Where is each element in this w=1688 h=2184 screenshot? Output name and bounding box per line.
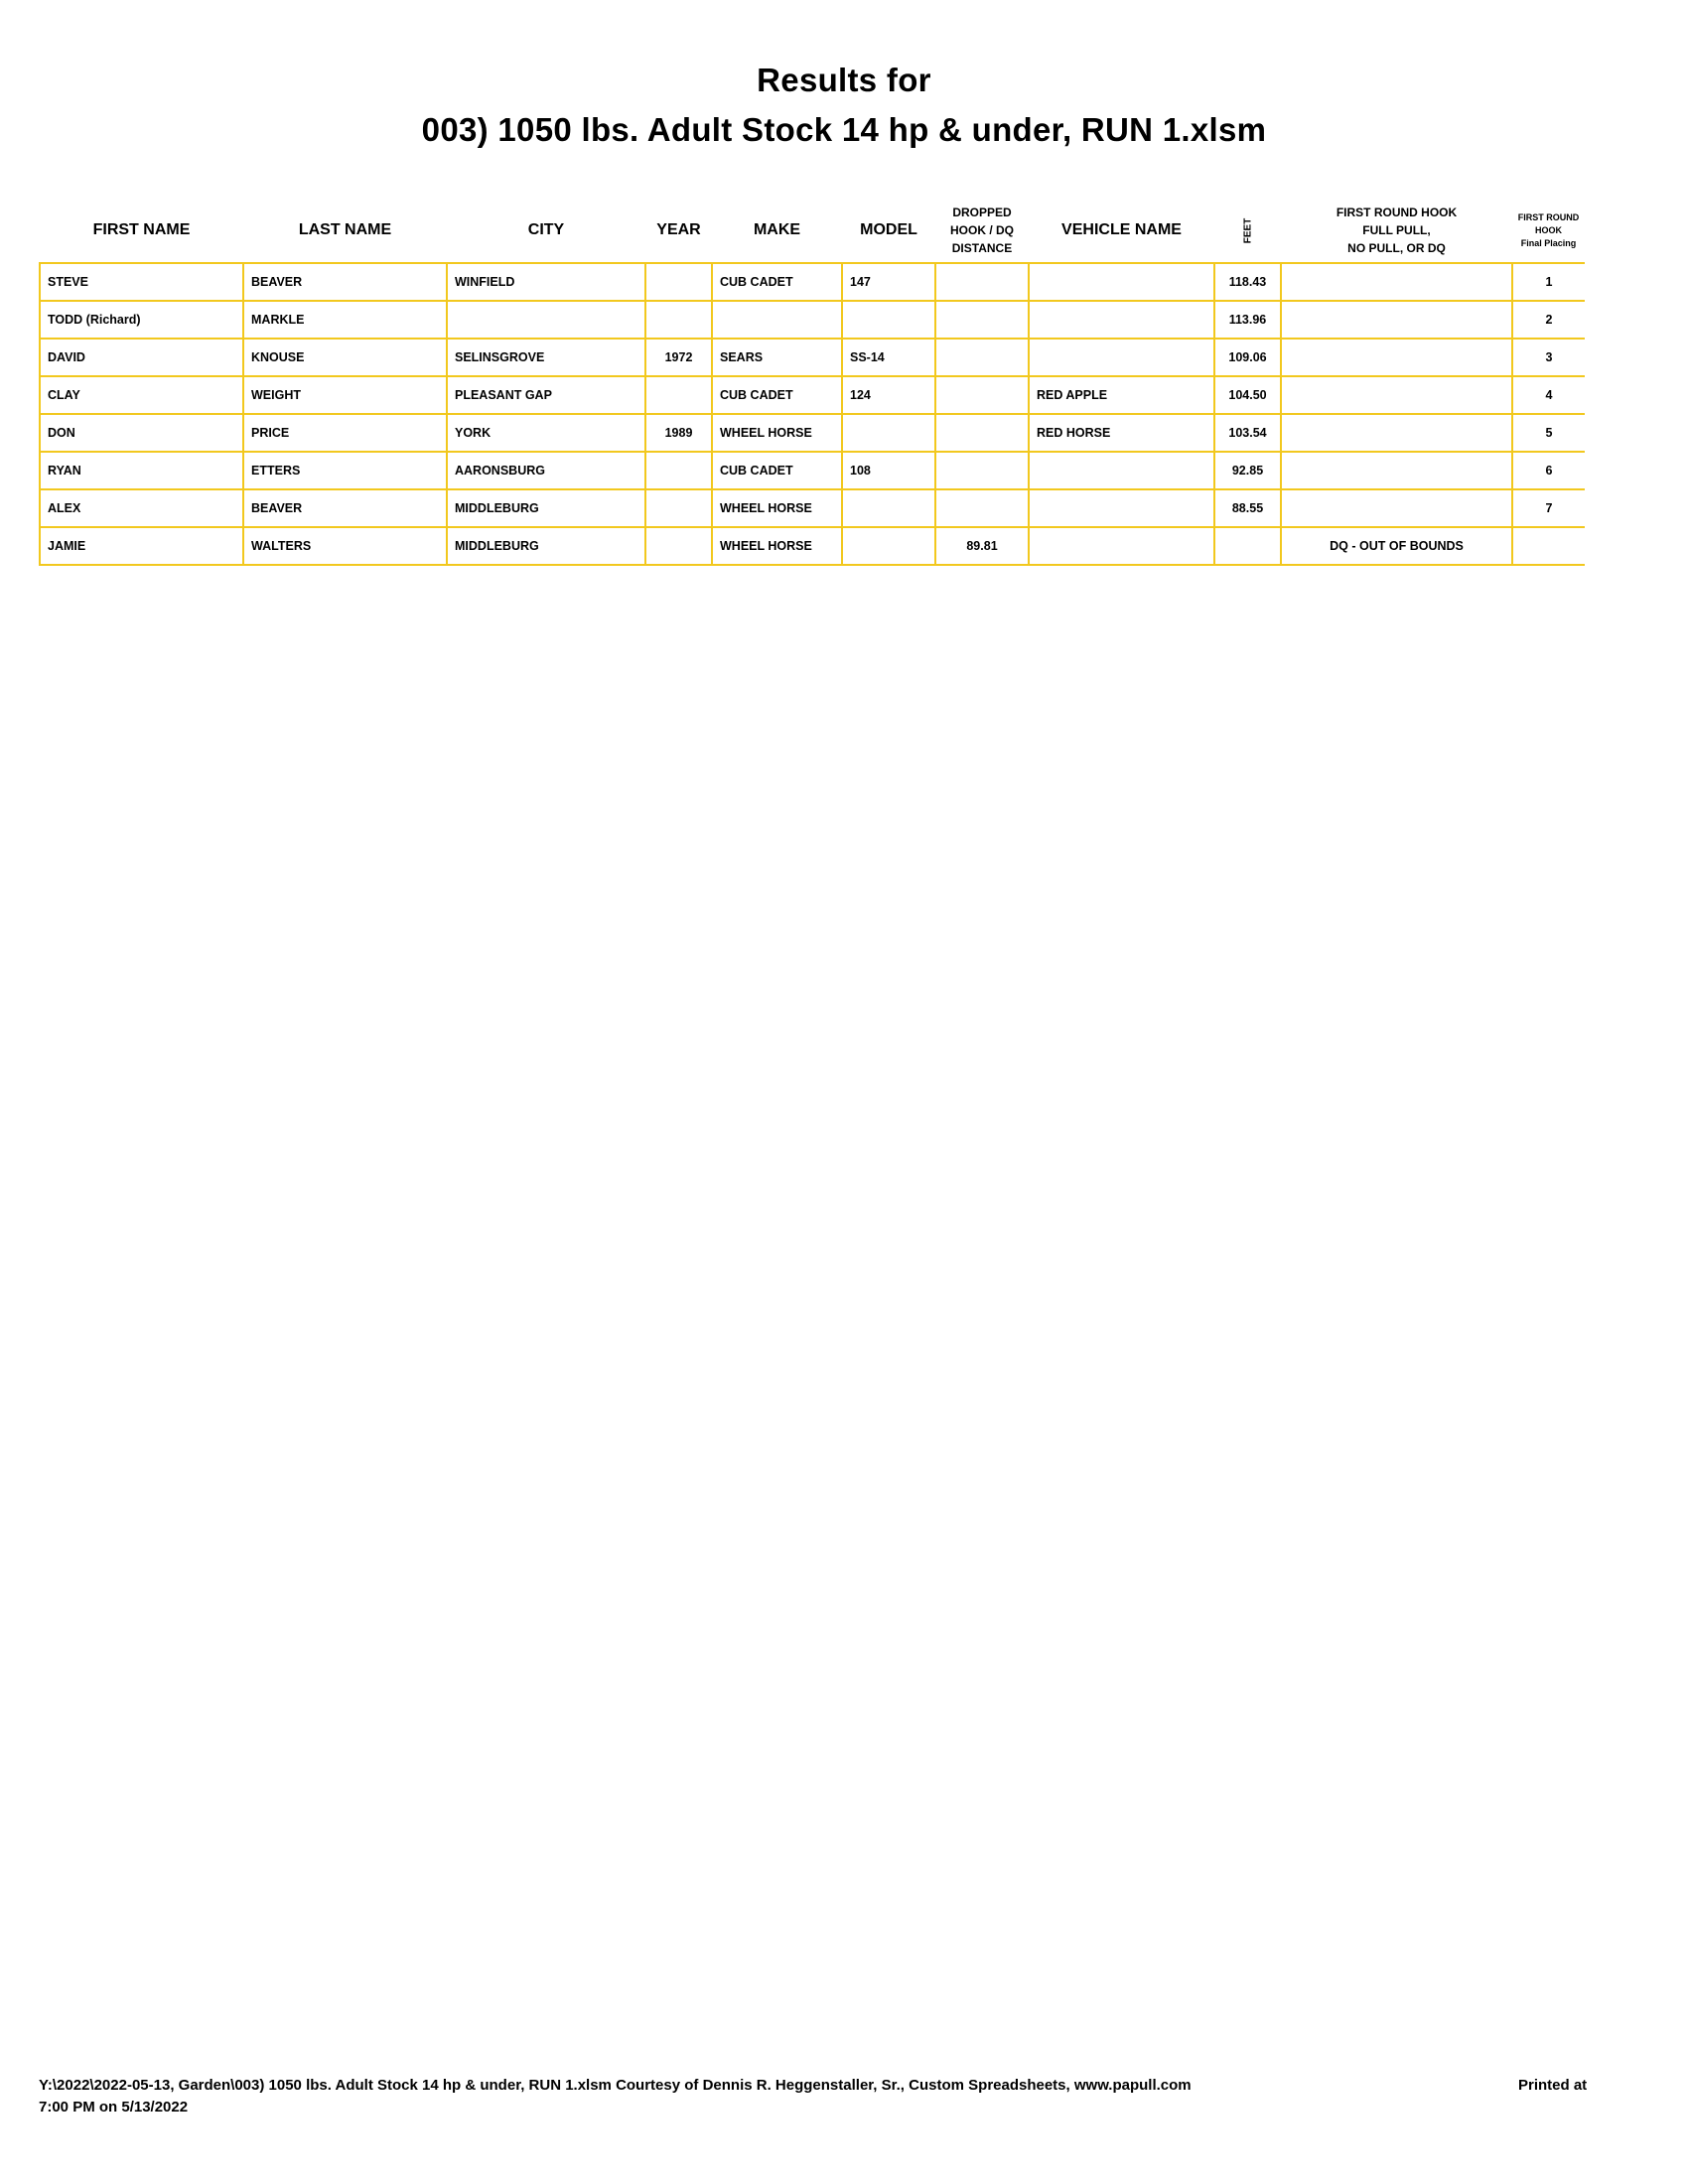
cell-place: 2 [1512,301,1585,339]
cell-make: SEARS [712,339,842,376]
cell-feet: 109.06 [1214,339,1281,376]
cell-year [645,489,712,527]
cell-make: CUB CADET [712,452,842,489]
cell-vehicle: RED APPLE [1029,376,1214,414]
cell-status: DQ - OUT OF BOUNDS [1281,527,1512,565]
cell-last-name: BEAVER [243,489,447,527]
cell-city: WINFIELD [447,263,645,301]
cell-vehicle [1029,339,1214,376]
cell-make: WHEEL HORSE [712,414,842,452]
cell-status [1281,489,1512,527]
cell-place: 6 [1512,452,1585,489]
cell-model: 147 [842,263,935,301]
cell-year [645,452,712,489]
cell-feet: 92.85 [1214,452,1281,489]
cell-feet: 113.96 [1214,301,1281,339]
header-placing-line1: FIRST ROUND [1517,211,1580,222]
table-row [40,489,1585,527]
table-row [40,263,1585,301]
cell-year: 1989 [645,414,712,452]
header-year: YEAR [656,221,701,238]
cell-year [645,263,712,301]
cell-place [1512,527,1585,565]
header-placing-line3: Final Placing [1520,237,1577,248]
table-row [40,452,1585,489]
cell-city: SELINSGROVE [447,339,645,376]
table-row [40,527,1585,565]
table-row [40,376,1585,414]
header-final-placing [1512,199,1585,263]
cell-dropped [935,452,1029,489]
page-title-line2: 003) 1050 lbs. Adult Stock 14 hp & under, RUN 1.xlsm [421,111,1267,148]
results-table [39,199,1585,566]
cell-first-name: JAMIE [40,527,243,565]
cell-dropped [935,414,1029,452]
cell-last-name: BEAVER [243,263,447,301]
cell-model: SS-14 [842,339,935,376]
cell-dropped [935,339,1029,376]
cell-city: MIDDLEBURG [447,489,645,527]
cell-year [645,527,712,565]
cell-place: 1 [1512,263,1585,301]
cell-dropped: 89.81 [935,527,1029,565]
cell-status [1281,301,1512,339]
header-vehicle-name: VEHICLE NAME [1061,221,1182,238]
cell-city [447,301,645,339]
cell-first-name: TODD (Richard) [40,301,243,339]
cell-dropped [935,489,1029,527]
header-last-name: LAST NAME [298,221,392,238]
cell-feet: 88.55 [1214,489,1281,527]
cell-year [645,376,712,414]
footer-file-path: Y:\2022\2022-05-13, Garden\003) 1050 lbs. Adult Stock 14 hp & under, RUN 1.xlsm Courtesy of Dennis R. Heggenstaller, Sr., Custom Spreadsheets, www.papull.com [39,2077,1192,2094]
cell-dropped [935,263,1029,301]
cell-place: 7 [1512,489,1585,527]
table-row [40,414,1585,452]
cell-model [842,301,935,339]
header-feet [1214,199,1281,263]
header-dropped-line2: HOOK / DQ [949,223,1014,237]
footer-print-time: 7:00 PM on 5/13/2022 [39,2099,189,2116]
header-first-round-hook [1281,199,1512,263]
cell-feet: 118.43 [1214,263,1281,301]
cell-status [1281,452,1512,489]
header-first-round-line3: NO PULL, OR DQ [1347,241,1446,255]
cell-vehicle [1029,263,1214,301]
cell-status [1281,376,1512,414]
cell-last-name: ETTERS [243,452,447,489]
cell-make: CUB CADET [712,263,842,301]
cell-make [712,301,842,339]
cell-place: 3 [1512,339,1585,376]
cell-make: CUB CADET [712,376,842,414]
cell-first-name: RYAN [40,452,243,489]
cell-feet: 104.50 [1214,376,1281,414]
cell-first-name: DON [40,414,243,452]
header-first-round-line1: FIRST ROUND HOOK [1336,205,1458,219]
cell-last-name: PRICE [243,414,447,452]
table-row [40,301,1585,339]
cell-model [842,527,935,565]
cell-city: YORK [447,414,645,452]
cell-model: 124 [842,376,935,414]
cell-last-name: MARKLE [243,301,447,339]
cell-year: 1972 [645,339,712,376]
cell-vehicle: RED HORSE [1029,414,1214,452]
cell-make: WHEEL HORSE [712,489,842,527]
cell-first-name: STEVE [40,263,243,301]
header-dropped-line3: DISTANCE [951,241,1013,255]
cell-model [842,489,935,527]
cell-dropped [935,301,1029,339]
cell-last-name: WEIGHT [243,376,447,414]
cell-feet: 103.54 [1214,414,1281,452]
cell-last-name: KNOUSE [243,339,447,376]
header-dropped-line1: DROPPED [952,205,1012,219]
cell-vehicle [1029,489,1214,527]
cell-make: WHEEL HORSE [712,527,842,565]
cell-last-name: WALTERS [243,527,447,565]
cell-city: AARONSBURG [447,452,645,489]
header-first-round-line2: FULL PULL, [1362,223,1431,237]
header-feet-label: FEET [1242,217,1253,243]
cell-first-name: CLAY [40,376,243,414]
header-first-name: FIRST NAME [92,221,191,238]
cell-status [1281,414,1512,452]
cell-place: 5 [1512,414,1585,452]
header-row [40,199,1585,263]
cell-model [842,414,935,452]
cell-year [645,301,712,339]
cell-city: PLEASANT GAP [447,376,645,414]
cell-status [1281,263,1512,301]
cell-dropped [935,376,1029,414]
cell-model: 108 [842,452,935,489]
cell-first-name: ALEX [40,489,243,527]
cell-first-name: DAVID [40,339,243,376]
table-row [40,339,1585,376]
header-dropped-hook [935,199,1029,263]
header-placing-line2: HOOK [1535,224,1562,235]
header-make: MAKE [753,221,801,238]
header-city: CITY [527,221,565,238]
cell-status [1281,339,1512,376]
footer-printed-at: Printed at [1518,2077,1588,2094]
page-title-line1: Results for [757,62,931,98]
cell-vehicle [1029,301,1214,339]
cell-place: 4 [1512,376,1585,414]
cell-feet [1214,527,1281,565]
cell-vehicle [1029,527,1214,565]
cell-city: MIDDLEBURG [447,527,645,565]
header-model: MODEL [860,221,917,238]
cell-vehicle [1029,452,1214,489]
